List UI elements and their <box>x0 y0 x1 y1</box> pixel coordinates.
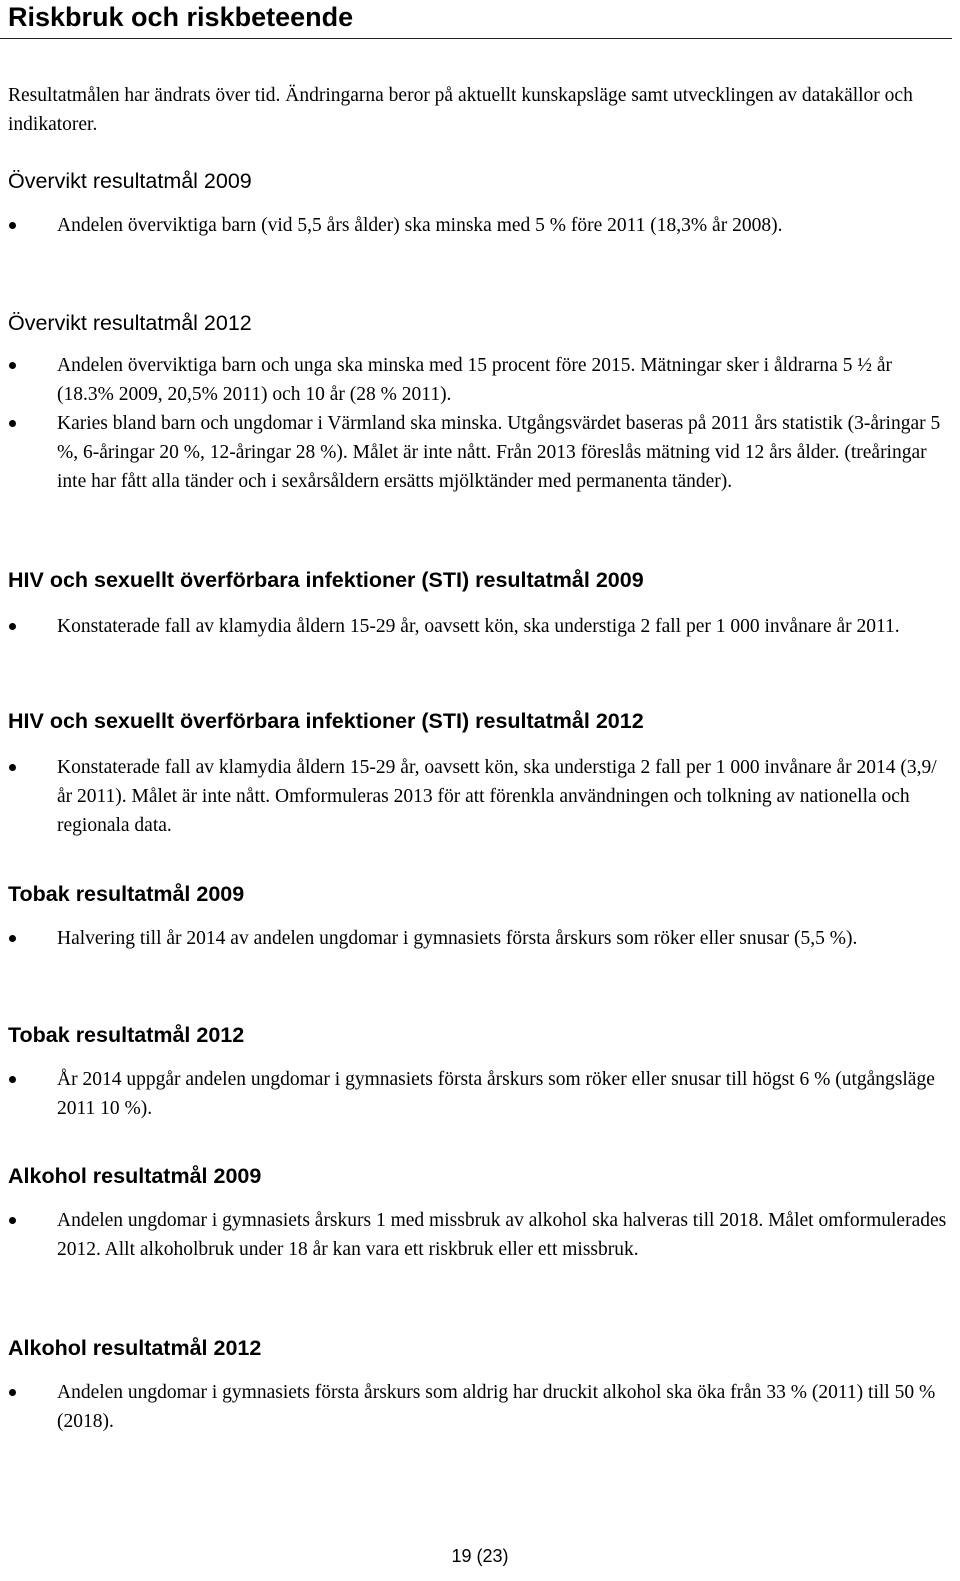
bullet-list <box>0 211 948 240</box>
section-heading: Tobak resultatmål 2012 <box>8 1023 245 1047</box>
bullet-text: Andelen ungdomar i gymnasiets första årskurs som aldrig har druckit alkohol ska öka från 33 % (2011) till 50 % (2018). <box>57 1382 936 1432</box>
intro-paragraph: Resultatmålen har ändrats över tid. Ändringarna beror på aktuellt kunskapsläge samt utvecklingen av datakällor och indikatorer. <box>8 85 913 135</box>
bullet-list <box>0 924 948 953</box>
bullet-item <box>0 612 948 641</box>
bullet-text: Karies bland barn och ungdomar i Värmland ska minska. Utgångsvärdet baseras på 2011 års statistik (3-åringar 5 %, 6-åringar 20 %, 12-åringar 28 %). Målet är inte nått. Från 2013 föreslås mätning vid 12 års ålder. (treåringar inte har fått alla tänder och i sexårsåldern ersätts mjölktänder med permanenta tänder). <box>57 413 941 492</box>
bullet-text: Halvering till år 2014 av andelen ungdomar i gymnasiets första årskurs som röker eller snusar (5,5 %). <box>57 928 858 949</box>
bullet-item <box>0 409 948 496</box>
bullet-item <box>0 753 948 840</box>
section-heading: Övervikt resultatmål 2009 <box>8 169 252 193</box>
bullet-dot-icon <box>9 362 16 369</box>
bullet-item <box>0 924 948 953</box>
page-title: Riskbruk och riskbeteende <box>8 2 354 32</box>
bullet-dot-icon <box>9 764 16 771</box>
bullet-item <box>0 1378 948 1436</box>
bullet-item <box>0 211 948 240</box>
bullet-list <box>0 351 948 496</box>
bullet-dot-icon <box>9 1217 16 1224</box>
title-divider <box>0 38 952 39</box>
bullet-dot-icon <box>9 1076 16 1083</box>
bullet-dot-icon <box>9 1389 16 1396</box>
bullet-list <box>0 1065 948 1123</box>
section-heading: HIV och sexuellt överförbara infektioner (STI) resultatmål 2012 <box>8 709 644 733</box>
section-heading: Alkohol resultatmål 2009 <box>8 1164 262 1188</box>
bullet-list <box>0 753 948 840</box>
page-number: 19 (23) <box>451 1546 509 1566</box>
bullet-item <box>0 1065 948 1123</box>
bullet-dot-icon <box>9 623 16 630</box>
bullet-text: Konstaterade fall av klamydia åldern 15-29 år, oavsett kön, ska understiga 2 fall per 1 000 invånare år 2011. <box>57 616 900 637</box>
section-heading: Tobak resultatmål 2009 <box>8 882 245 906</box>
section-heading: Övervikt resultatmål 2012 <box>8 311 252 335</box>
bullet-text: Andelen överviktiga barn (vid 5,5 års ålder) ska minska med 5 % före 2011 (18,3% år 2008). <box>57 215 783 236</box>
bullet-dot-icon <box>9 420 16 427</box>
section-heading: Alkohol resultatmål 2012 <box>8 1336 262 1360</box>
bullet-text: Andelen ungdomar i gymnasiets årskurs 1 med missbruk av alkohol ska halveras till 2018. Målet omformulerades 2012. Allt alkoholbruk under 18 år kan vara ett riskbruk eller ett missbruk. <box>57 1210 947 1260</box>
bullet-text: Andelen överviktiga barn och unga ska minska med 15 procent före 2015. Mätningar sker i åldrarna 5 ½ år (18.3% 2009, 20,5% 2011) och 10 år (28 % 2011). <box>57 355 892 405</box>
bullet-dot-icon <box>9 935 16 942</box>
bullet-text: År 2014 uppgår andelen ungdomar i gymnasiets första årskurs som röker eller snusar till högst 6 % (utgångsläge 2011 10 %). <box>57 1069 935 1119</box>
bullet-item <box>0 1206 948 1264</box>
section-heading: HIV och sexuellt överförbara infektioner (STI) resultatmål 2009 <box>8 568 644 592</box>
bullet-item <box>0 351 948 409</box>
bullet-list <box>0 1206 948 1264</box>
bullet-list <box>0 1378 948 1436</box>
bullet-dot-icon <box>9 222 16 229</box>
bullet-text: Konstaterade fall av klamydia åldern 15-29 år, oavsett kön, ska understiga 2 fall per 1 000 invånare år 2014 (3,9/år 2011). Målet är inte nått. Omformuleras 2013 för att förenkla användningen och tolkning av nationella och regionala data. <box>57 757 937 836</box>
bullet-list <box>0 612 948 641</box>
